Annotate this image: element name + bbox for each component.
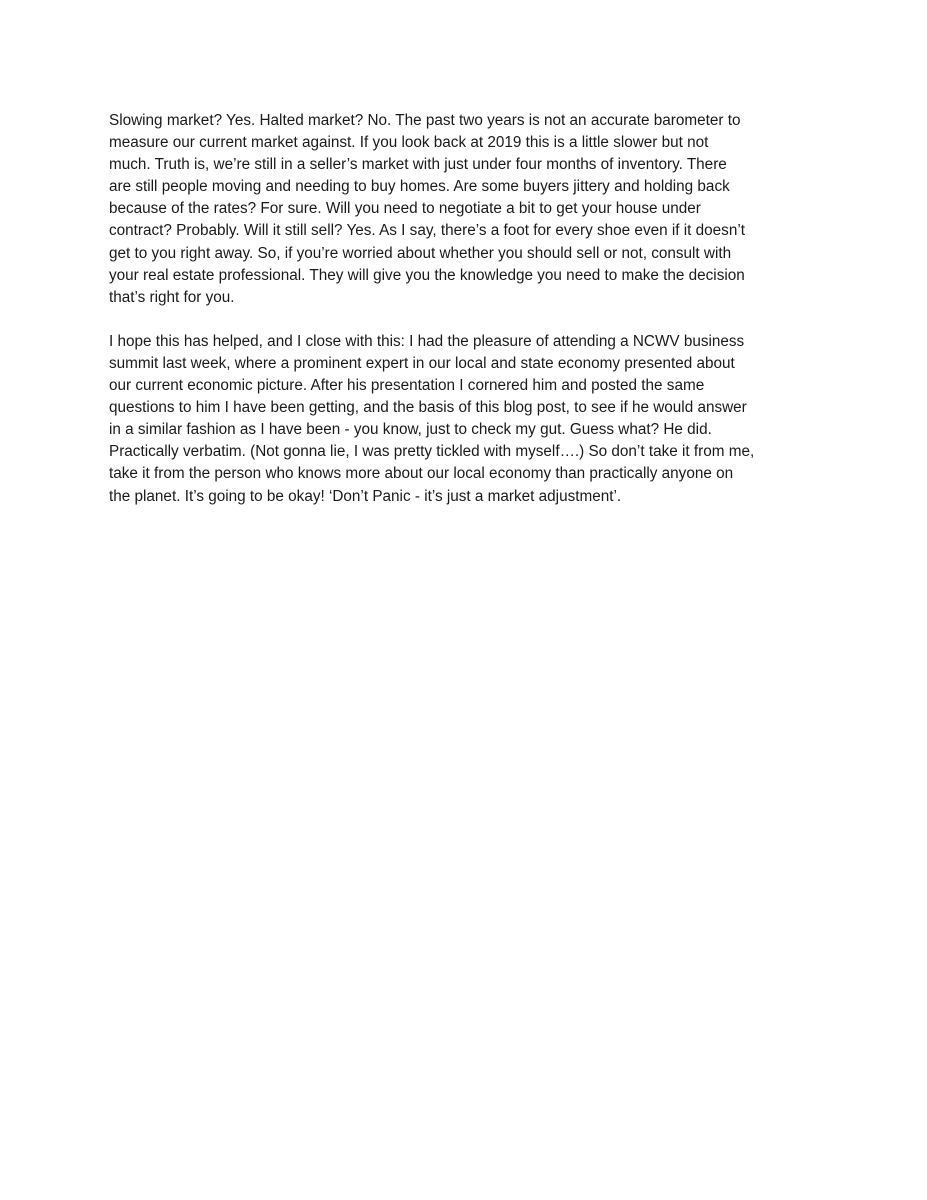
text-line: measure our current market against. If you look back at 2019 this is a little slower but not	[109, 134, 709, 152]
text-line: because of the rates? For sure. Will you need to negotiate a bit to get your house under	[109, 200, 701, 218]
text-line: take it from the person who knows more about our local economy than practically anyone on	[109, 465, 734, 483]
text-line: our current economic picture. After his presentation I cornered him and posted the same	[109, 377, 705, 395]
paragraph-closing	[109, 331, 829, 508]
text-line: I hope this has helped, and I close with this: I had the pleasure of attending a NCWV business	[109, 332, 745, 350]
text-line: your real estate professional. They will give you the knowledge you need to make the decision	[109, 266, 745, 284]
text-line: are still people moving and needing to buy homes. Are some buyers jittery and holding back	[109, 178, 730, 196]
document-body	[109, 110, 829, 530]
text-line: summit last week, where a prominent expert in our local and state economy presented about	[109, 354, 735, 372]
text-line: questions to him I have been getting, and the basis of this blog post, to see if he would answer	[109, 399, 747, 417]
text-line: much. Truth is, we’re still in a seller’s market with just under four months of inventory. There	[109, 156, 727, 174]
text-line: get to you right away. So, if you’re worried about whether you should sell or not, consult with	[109, 244, 732, 262]
text-line: Slowing market? Yes. Halted market? No. The past two years is not an accurate barometer to	[109, 112, 741, 129]
text-line: in a similar fashion as I have been - you know, just to check my gut. Guess what? He did.	[109, 421, 712, 439]
text-line: that’s right for you.	[109, 288, 235, 306]
paragraph-market-outlook	[109, 110, 829, 309]
text-line: Practically verbatim. (Not gonna lie, I was pretty tickled with myself….) So don’t take it from me,	[109, 443, 755, 461]
text-line: contract? Probably. Will it still sell? Yes. As I say, there’s a foot for every shoe even if it doesn’t	[109, 222, 745, 240]
text-line: the planet. It’s going to be okay! ‘Don’t Panic - it’s just a market adjustment’.	[109, 487, 622, 505]
